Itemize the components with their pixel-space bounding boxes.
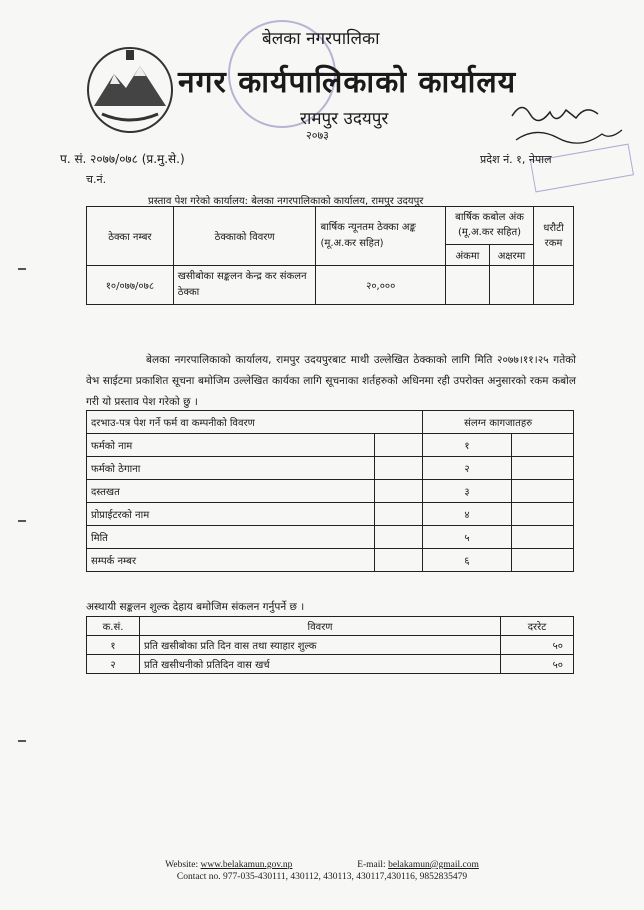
row-value: [374, 526, 422, 549]
office-location: रामपुर उदयपुर: [300, 109, 389, 129]
reference-number: प. सं. २०७७/०७८ (प्र.मु.से.): [60, 152, 185, 166]
header-min-amount: बार्षिक न्यूनतम ठेक्का अङ्क (मू.अ.कर सहित): [316, 207, 446, 266]
fee-rate: ५०: [501, 655, 574, 674]
row-label: मिति: [87, 526, 375, 549]
table-row: [87, 549, 574, 572]
row-value: [374, 457, 422, 480]
table-row: [87, 655, 574, 674]
website-link[interactable]: www.belakamun.gov.np: [200, 860, 293, 870]
row-attachment: [511, 480, 573, 503]
footer-contact: Contact no. 977-035-430111, 430112, 430113, 430117,430116, 9852835479: [176, 872, 468, 882]
office-name: बेलका नगरपालिका: [262, 29, 380, 49]
row-attachment: [511, 549, 573, 572]
contract-description: खसीबोका सङ्कलन केन्द्र कर संकलन ठेक्का: [173, 266, 316, 305]
bid-in-figures: [446, 266, 490, 305]
fee-detail: प्रति खसीबोका प्रति दिन वास तथा स्याहार शुल्क: [140, 636, 501, 655]
row-attachment: [511, 503, 573, 526]
row-number: २: [423, 457, 511, 480]
fee-detail: प्रति खसीधनीको प्रतिदिन वास खर्च: [140, 655, 501, 674]
margin-mark: [18, 520, 26, 522]
attachments-header: संलग्न कागजातहरु: [423, 411, 574, 434]
firm-details-table: [86, 410, 574, 572]
row-label: सम्पर्क नम्बर: [87, 549, 375, 572]
bid-in-words: [489, 266, 533, 305]
row-attachment: [511, 526, 573, 549]
submitting-office: प्रस्ताव पेश गरेको कार्यालय: बेलका नगरपालिकाको कार्यालय, रामपुर उदयपुर: [148, 196, 424, 207]
footer-web: [0, 860, 644, 870]
deposit-value: [534, 266, 574, 305]
fee-sn: २: [87, 655, 140, 674]
contract-number: १०/०७७/०७८: [87, 266, 174, 305]
row-value: [374, 480, 422, 503]
table-row: [87, 266, 574, 305]
table-row: [87, 503, 574, 526]
row-attachment: [511, 457, 573, 480]
table-row: [87, 480, 574, 503]
established-year: २०७३: [306, 129, 329, 142]
header-description: ठेक्काको विवरण: [173, 207, 316, 266]
header-sn: क.सं.: [87, 617, 140, 636]
province-label: प्रदेश नं. १, नेपाल: [480, 153, 552, 166]
row-label: फर्मको ठेगाना: [87, 457, 375, 480]
table-row: [87, 636, 574, 655]
row-number: ६: [423, 549, 511, 572]
row-number: ३: [423, 480, 511, 503]
dispatch-number: च.नं.: [86, 173, 107, 186]
table-row: [87, 526, 574, 549]
nepal-emblem-icon: [84, 44, 176, 136]
fee-sn: १: [87, 636, 140, 655]
header-detail: विवरण: [140, 617, 501, 636]
margin-mark: [18, 740, 26, 742]
row-label: फर्मको नाम: [87, 434, 375, 457]
row-number: ४: [423, 503, 511, 526]
email-label: E-mail:: [357, 860, 386, 870]
office-title: नगर कार्यपालिकाको कार्यालय: [178, 65, 517, 100]
firm-header: दरभाउ-पत्र पेश गर्ने फर्म वा कम्पनीको विवरण: [87, 411, 423, 434]
fee-note: अस्थायी सङ्कलन शुल्क देहाय बमोजिम संकलन गर्नुपर्ने छ ।: [86, 601, 305, 613]
row-number: ५: [423, 526, 511, 549]
header-rate: दररेट: [501, 617, 574, 636]
header-bid-amount: बार्षिक कबोल अंक (मू.अ.कर सहित): [446, 207, 534, 245]
row-value: [374, 434, 422, 457]
row-label: दस्तखत: [87, 480, 375, 503]
header-in-words: अक्षरमा: [489, 244, 533, 265]
table-row: [87, 434, 574, 457]
proposal-paragraph: बेलका नगरपालिकाको कार्यालय, रामपुर उदयपुरबाट माथी उल्लेखित ठेक्काको लागि मिति २०७७।११।२५ गतेको वेभ साईटमा प्रकाशित सूचना बमोजिम उल्लेखित कार्यका लागि सूचनाका शर्तहरुको अधिनमा रही उपरोक्त अनुसारको रकम कबोल गरी यो प्रस्ताव पेश गरेको छु ।: [86, 354, 576, 408]
email-link[interactable]: belakamun@gmail.com: [388, 860, 479, 870]
header-in-figures: अंकमा: [446, 244, 490, 265]
contract-table: [86, 206, 574, 305]
row-value: [374, 549, 422, 572]
header-deposit: धरौटी रकम: [534, 207, 574, 266]
row-attachment: [511, 434, 573, 457]
row-number: १: [423, 434, 511, 457]
header-contract-no: ठेक्का नम्बर: [87, 207, 174, 266]
website-label: Website:: [165, 860, 199, 870]
table-row: [87, 457, 574, 480]
min-amount-value: २०,०००: [316, 266, 446, 305]
margin-mark: [18, 268, 26, 270]
row-label: प्रोप्राईटरको नाम: [87, 503, 375, 526]
fee-rate: ५०: [501, 636, 574, 655]
fee-table: [86, 616, 574, 674]
row-value: [374, 503, 422, 526]
